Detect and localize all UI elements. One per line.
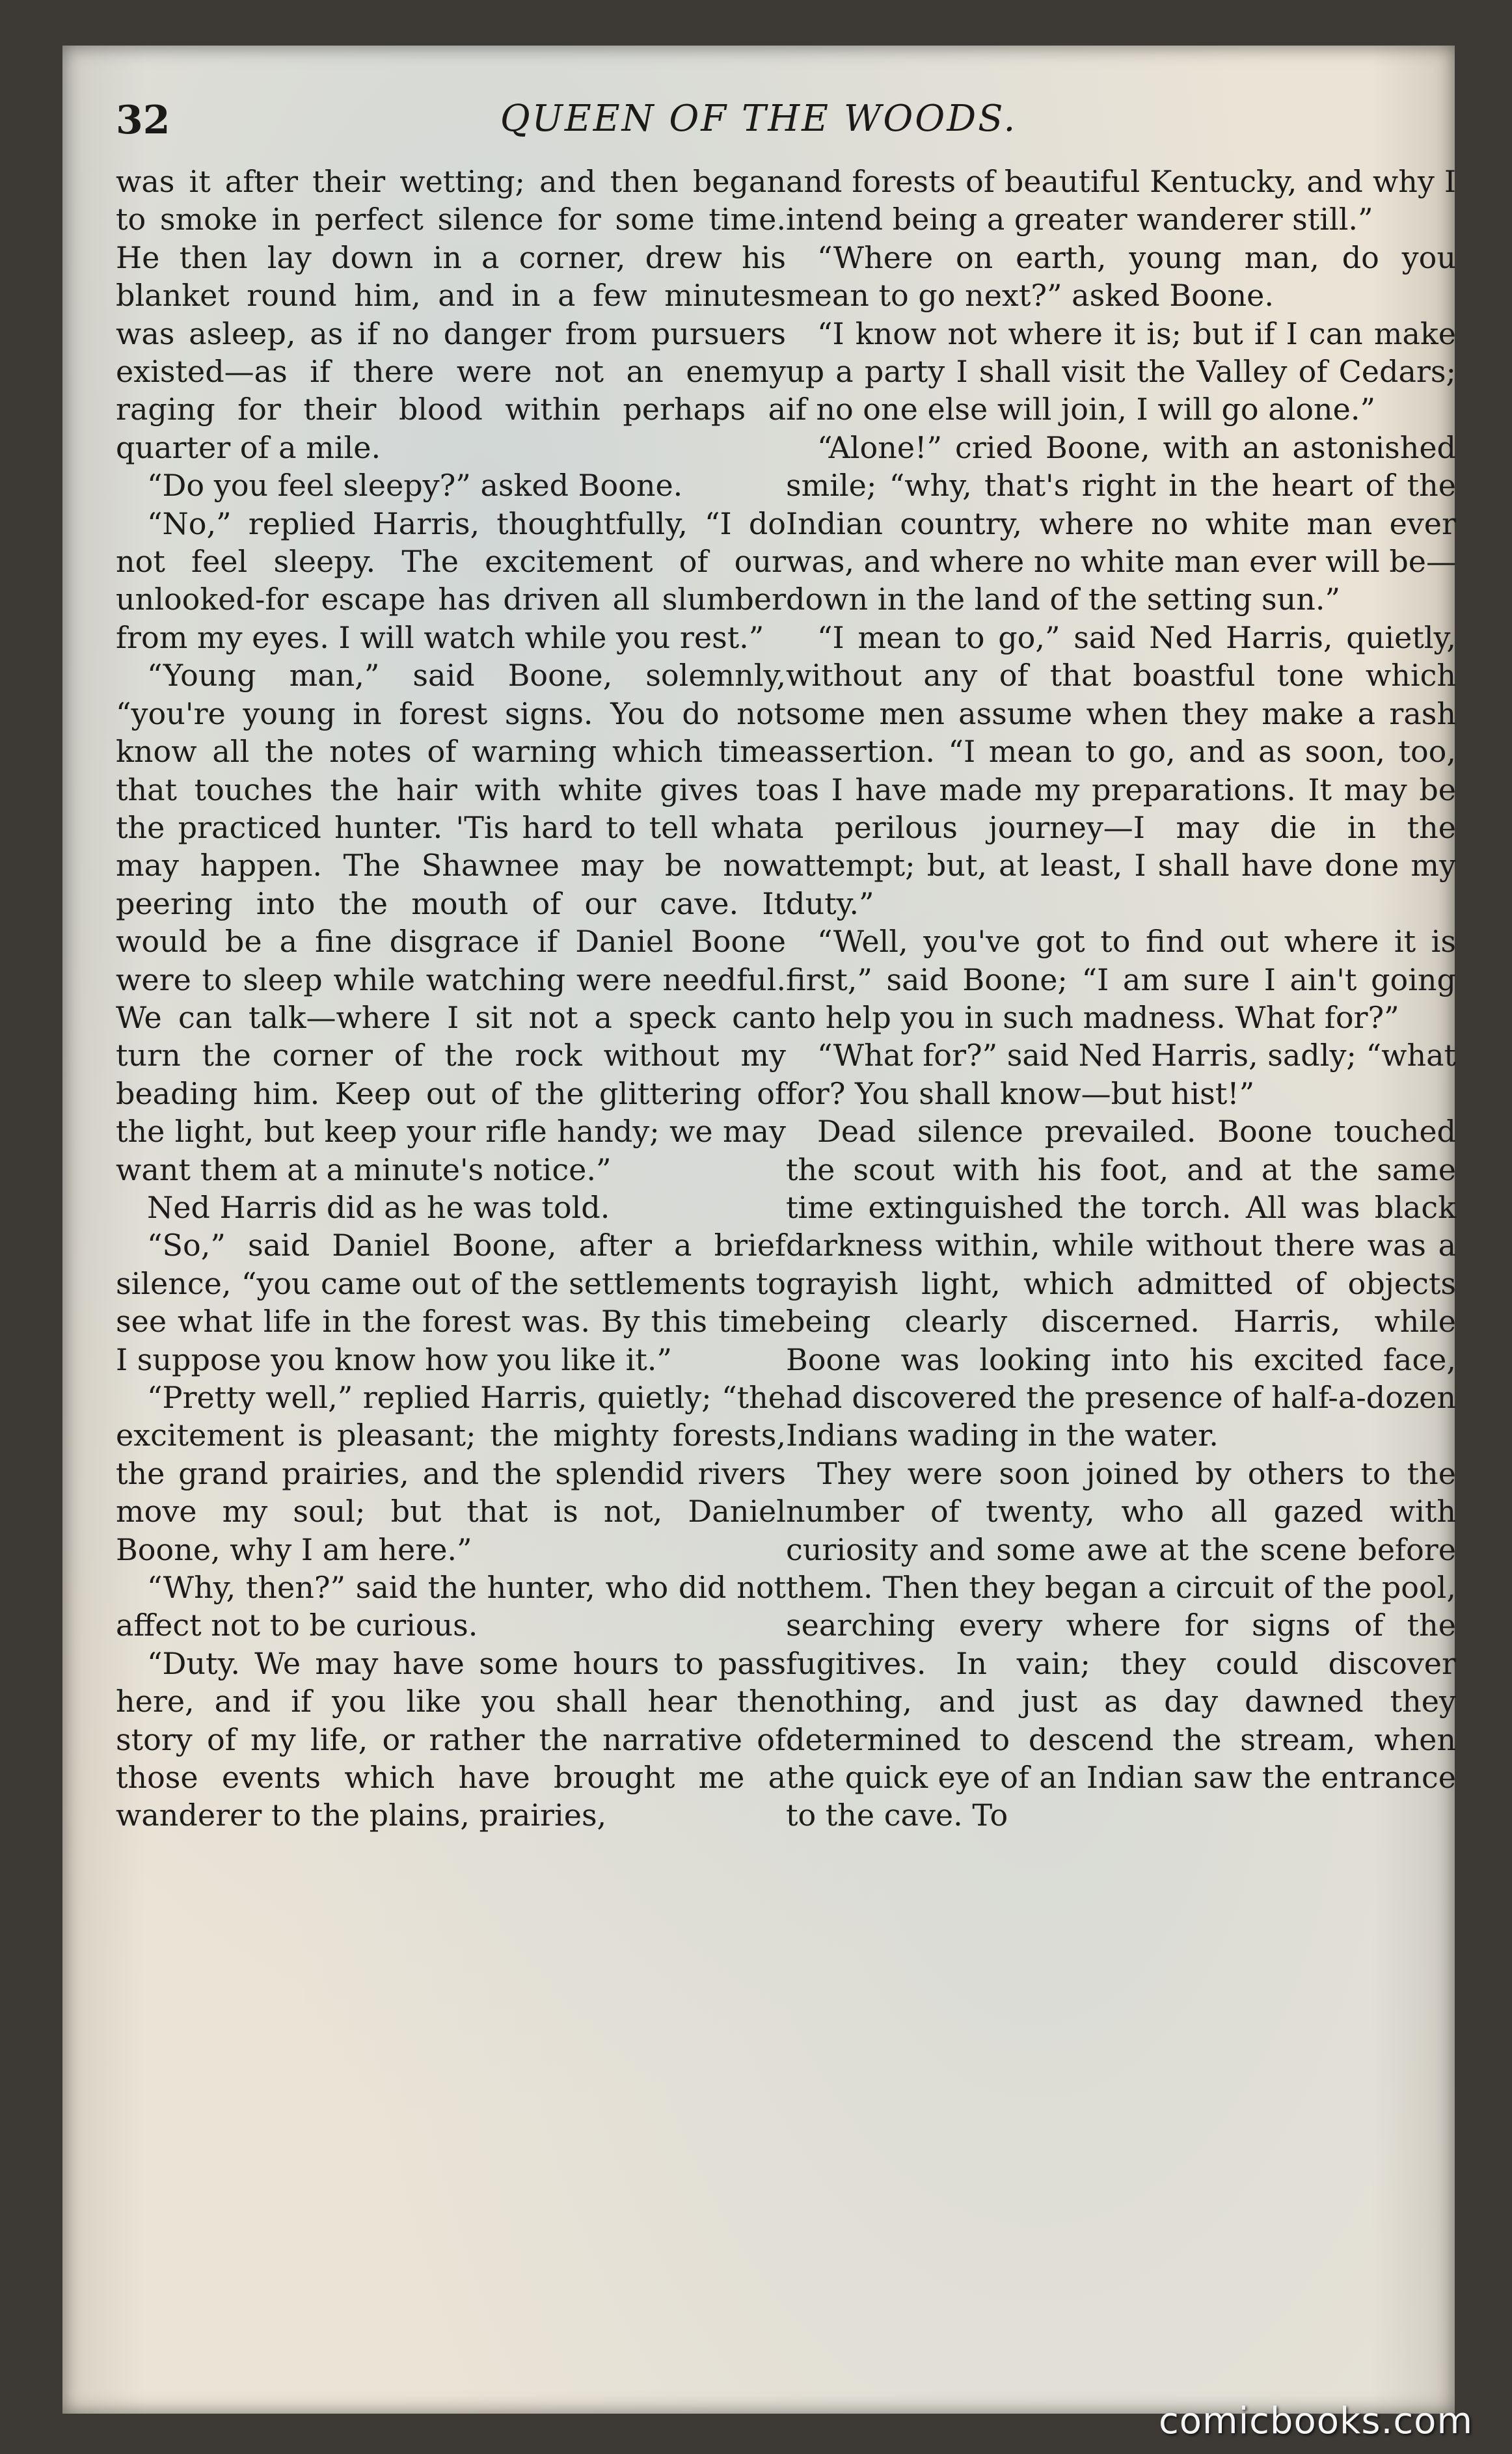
paragraph: “So,” said Daniel Boone, after a brief silence, “you came out of the settlements to see what life in the forest was. By this time I suppose you know how you like it.” [116,1228,786,1377]
left-column [116,163,786,1835]
paragraph: “Well, you've got to find out where it is first,” said Boone; “I am sure I ain't going to help you in such madness. What for?” [786,924,1456,1035]
right-column [786,163,1456,1835]
page-header [116,98,1401,156]
paragraph: Ned Harris did as he was told. [147,1189,610,1225]
running-title: QUEEN OF THE WOODS. [500,98,1018,140]
paragraph: “Do you feel sleepy?” asked Boone. [147,468,683,504]
page-number: 32 [116,98,170,143]
paragraph: “Duty. We may have some hours to pass here, and if you like you shall hear the story of my life, or rather the narrative of those events which have brought me a wanderer to the plains, prairies, [116,1645,786,1833]
paragraph: “Why, then?” said the hunter, who did not affect not to be curious. [116,1570,786,1643]
paragraph: and forests of beautiful Kentucky, and why I intend being a greater wanderer still.” [786,164,1456,237]
paragraph: “Where on earth, young man, do you mean to go next?” asked Boone. [786,239,1456,314]
watermark: comicbooks.com [1158,2400,1473,2442]
paragraph: “Alone!” cried Boone, with an astonished smile; “why, that's right in the heart of the Indian country, where no white man ever was, and where no white man ever will be—down in the land of the setting sun.” [786,429,1456,617]
paragraph: “What for?” said Ned Harris, sadly; “what for? You shall know—but hist!” [786,1038,1456,1111]
paragraph: “I mean to go,” said Ned Harris, quietly, without any of that boastful tone which some men assume when they make a rash assertion. “I mean to go, and as soon, too, as I have made my preparations. It may be a perilous journey—I may die in the attempt; but, at least, I shall have done my duty.” [786,619,1456,921]
paragraph: was it after their wetting; and then began to smoke in perfect silence for some time. He then lay down in a corner, drew his blanket round him, and in a few minutes was asleep, as if no danger from pursuers existed—as if there were not an enemy raging for their blood within perhaps a quarter of a mile. [116,164,786,465]
paragraph: “Pretty well,” replied Harris, quietly; “the excitement is pleasant; the mighty forests, the grand prairies, and the splendid rivers move my soul; but that is not, Daniel Boone, why I am here.” [116,1380,786,1567]
paragraph: “Young man,” said Boone, solemnly, “you're young in forest signs. You do not know all the notes of warning which time that touches the hair with white gives to the practiced hunter. 'Tis hard to tell what may happen. The Shawnee may be now peering into the mouth of our cave. It would be a fine disgrace if Daniel Boone were to sleep while watching were needful. We can talk—where I sit not a speck can turn the corner of the rock without my beading him. Keep out of the glittering of the light, but keep your rifle handy; we may want them at a minute's notice.” [116,658,786,1187]
paragraph: “I know not where it is; but if I can make up a party I shall visit the Valley of Cedars; if no one else will join, I will go alone.” [786,316,1456,427]
paragraph: They were soon joined by others to the number of twenty, who all gazed with curiosity and some awe at the scene before them. Then they began a circuit of the pool, searching every where for signs of the fugitives. In vain; they could discover nothing, and just as day dawned they determined to descend the stream, when the quick eye of an Indian saw the entrance to the cave. To [786,1455,1456,1833]
book-page [62,46,1455,2414]
paragraph: Dead silence prevailed. Boone touched the scout with his foot, and at the same time extinguished the torch. All was black darkness within, while without there was a grayish light, which admitted of objects being clearly discerned. Harris, while Boone was looking into his excited face, had discovered the presence of half-a-dozen Indians wading in the water. [786,1114,1456,1453]
paragraph: “No,” replied Harris, thoughtfully, “I do not feel sleepy. The excitement of our unlooked-for escape has driven all slumber from my eyes. I will watch while you rest.” [116,506,786,655]
